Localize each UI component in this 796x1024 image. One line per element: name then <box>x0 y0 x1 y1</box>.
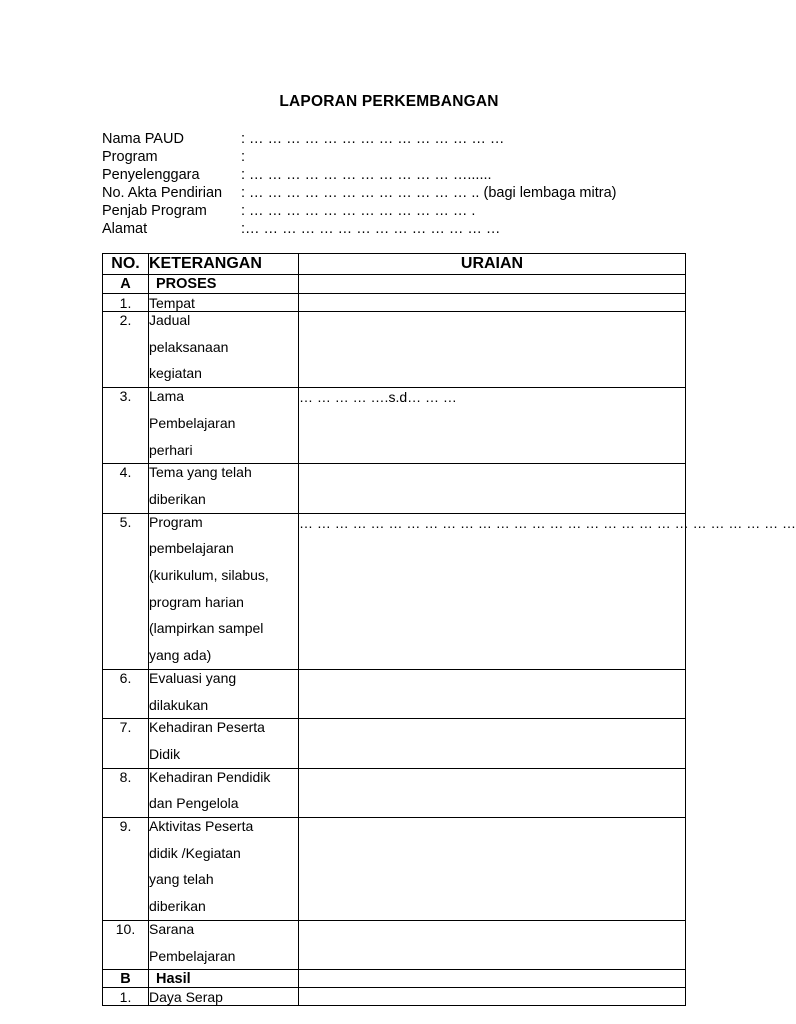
table-row <box>103 920 686 969</box>
info-label: Penyelenggara <box>102 167 200 183</box>
info-label: Penjab Program <box>102 203 207 219</box>
section-label: PROSES <box>149 275 299 294</box>
row-keterangan: Jadual pelaksanaan kegiatan <box>149 312 299 388</box>
row-no: 7. <box>103 719 149 768</box>
info-label: Alamat <box>102 221 148 237</box>
row-no: 8. <box>103 768 149 817</box>
row-uraian[interactable]: … … … … ….s.d… … … <box>299 388 686 464</box>
header-no: NO. <box>103 254 149 275</box>
info-value: : … … … … … … … … … … … … .. (bagi lembaga mitra) <box>241 185 617 201</box>
section-uraian <box>299 275 686 294</box>
info-label: Nama PAUD <box>102 131 184 147</box>
section-no: A <box>103 275 149 294</box>
row-keterangan: Kehadiran Pendidik dan Pengelola <box>149 768 299 817</box>
header-uraian: URAIAN <box>299 254 686 275</box>
page-title: LAPORAN PERKEMBANGAN <box>279 93 499 110</box>
row-uraian[interactable] <box>299 719 686 768</box>
info-value: : … … … … … … … … … … … … . <box>241 203 476 219</box>
table-row <box>103 464 686 513</box>
row-keterangan: Sarana Pembelajaran <box>149 920 299 969</box>
row-no: 9. <box>103 818 149 921</box>
row-keterangan: Aktivitas Peserta didik /Kegiatan yang telah diberikan <box>149 818 299 921</box>
table-row <box>103 818 686 921</box>
row-uraian[interactable] <box>299 294 686 312</box>
row-keterangan: Daya Serap <box>149 988 299 1006</box>
row-uraian[interactable] <box>299 312 686 388</box>
row-no: 10. <box>103 920 149 969</box>
row-uraian[interactable] <box>299 768 686 817</box>
row-no: 5. <box>103 513 149 669</box>
table-row <box>103 513 686 669</box>
row-no: 2. <box>103 312 149 388</box>
row-uraian[interactable] <box>299 669 686 718</box>
row-keterangan: Tema yang telah diberikan <box>149 464 299 513</box>
header-keterangan: KETERANGAN <box>149 254 299 275</box>
row-no: 6. <box>103 669 149 718</box>
row-keterangan: Evaluasi yang dilakukan <box>149 669 299 718</box>
table-header-row <box>103 254 686 275</box>
table-row <box>103 669 686 718</box>
info-value: :… … … … … … … … … … … … … … <box>241 221 501 237</box>
row-no: 1. <box>103 294 149 312</box>
info-value: : … … … … … … … … … … … … … … <box>241 131 505 147</box>
table-row <box>103 768 686 817</box>
info-label: Program <box>102 149 158 165</box>
table-row <box>103 388 686 464</box>
row-no: 3. <box>103 388 149 464</box>
table-row <box>103 988 686 1006</box>
row-keterangan: Program pembelajaran (kurikulum, silabus, program harian (lampirkan sampel yang ada) <box>149 513 299 669</box>
row-uraian[interactable] <box>299 818 686 921</box>
info-label: No. Akta Pendirian <box>102 185 223 201</box>
report-table <box>102 253 796 1006</box>
info-value: : … … … … … … … … … … … …...... <box>241 167 492 183</box>
section-no: B <box>103 970 149 988</box>
row-keterangan: Kehadiran Peserta Didik <box>149 719 299 768</box>
section-label: Hasil <box>149 970 299 988</box>
row-no: 4. <box>103 464 149 513</box>
row-uraian[interactable]: … … … … … … … … … … … … … … … … … … … … … … … … … … … … <box>299 513 686 669</box>
section-row-hasil <box>103 970 686 988</box>
section-row-proses <box>103 275 686 294</box>
table-row <box>103 312 686 388</box>
row-uraian[interactable] <box>299 464 686 513</box>
info-value: : <box>241 149 246 165</box>
row-keterangan: Lama Pembelajaran perhari <box>149 388 299 464</box>
row-keterangan: Tempat <box>149 294 299 312</box>
row-no: 1. <box>103 988 149 1006</box>
row-uraian[interactable] <box>299 920 686 969</box>
section-uraian <box>299 970 686 988</box>
row-uraian[interactable] <box>299 988 686 1006</box>
table-row <box>103 719 686 768</box>
